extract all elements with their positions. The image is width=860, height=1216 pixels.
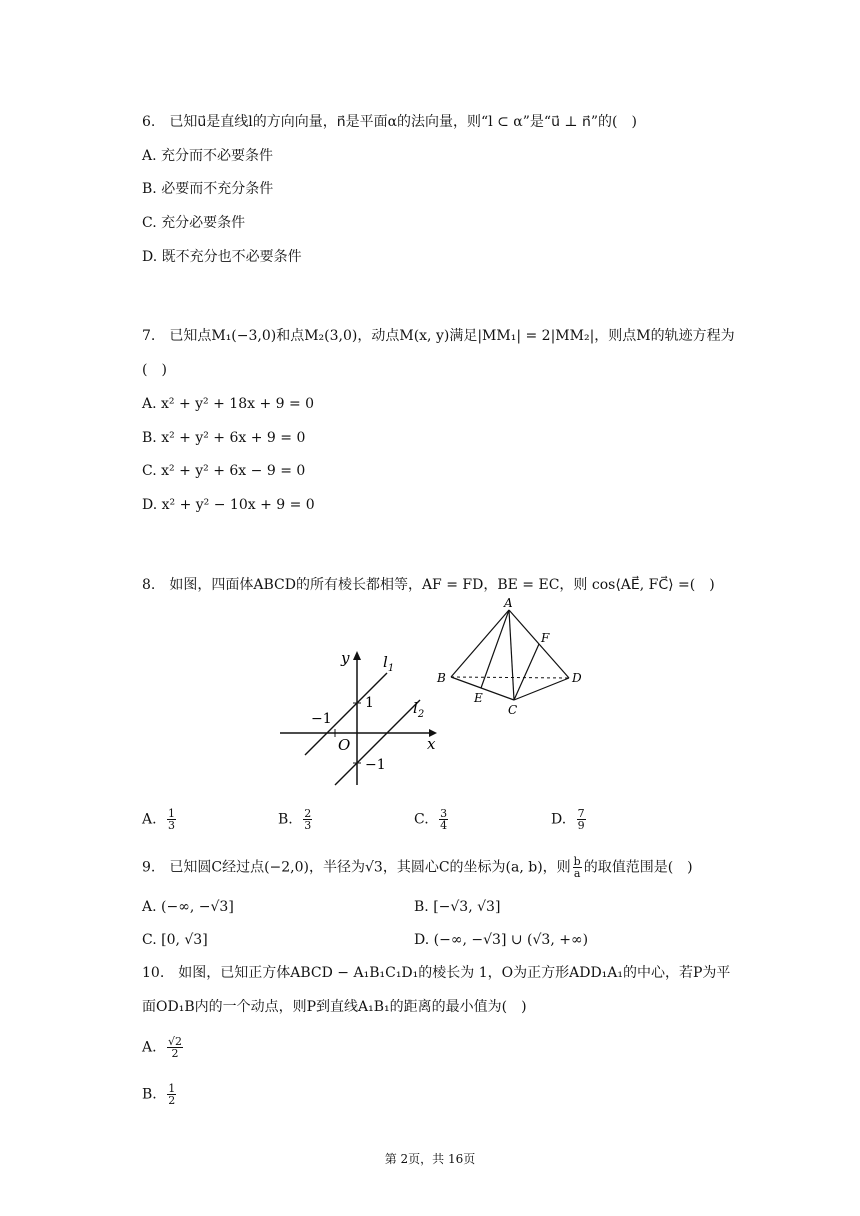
q8-stem: 8. 如图，四面体ABCD的所有棱长都相等，AF = FD，BE = EC，则 cos⟨AE⃗, FC⃗⟩ =( ) <box>142 577 715 593</box>
page-footer: 第 2页，共 16页 <box>384 1152 476 1166</box>
q6-option-a: A. 充分而不必要条件 <box>142 148 274 164</box>
q7-stem: 7. 已知点M₁(−3,0)和点M₂(3,0)，动点M(x, y)满足|MM₁| = 2|MM₂|，则点M的轨迹方程为 <box>142 328 735 344</box>
q8-option-b: B. $\frac{2}{3}$ <box>278 807 312 832</box>
origin-label: O <box>338 736 351 754</box>
q9-stem: 9. 已知圆C经过点(−2,0)，半径为√3，其圆心C的坐标为(a, b)，则 $\frac{b}{a}$ 的取值范围是( ) <box>142 855 693 880</box>
vertex-c: C <box>508 703 518 717</box>
q7-stem-cont: ( ) <box>142 362 167 378</box>
point-e: E <box>474 691 483 705</box>
tick-label-neg1-y: −1 <box>365 757 386 773</box>
q9-option-a: A. (−∞, −√3] <box>142 899 234 915</box>
q10-option-a: A. $\frac{√2}{2}$ <box>142 1035 183 1060</box>
q10-option-b: B. $\frac{1}{2}$ <box>142 1082 176 1107</box>
tetrahedron-figure <box>433 598 593 718</box>
q6-option-d: D. 既不充分也不必要条件 <box>142 249 302 265</box>
vertex-d: D <box>572 671 582 685</box>
y-axis-label: y <box>341 649 350 667</box>
x-axis-label: x <box>427 735 436 753</box>
q7-option-a: A. x² + y² + 18x + 9 = 0 <box>142 396 315 412</box>
q8-option-d: D. $\frac{7}{9}$ <box>551 807 585 832</box>
q9-option-b: B. [−√3, √3] <box>414 899 501 915</box>
q6-option-b: B. 必要而不充分条件 <box>142 181 274 197</box>
q8-option-c: C. $\frac{3}{4}$ <box>414 807 448 832</box>
tick-label-1: 1 <box>365 695 374 711</box>
q10-stem: 10. 如图，已知正方体ABCD − A₁B₁C₁D₁的棱长为 1，O为正方形ADD₁A₁的中心，若P为平 <box>142 965 731 981</box>
q8-option-a: A. $\frac{1}{3}$ <box>142 807 176 832</box>
q9-option-c: C. [0, √3] <box>142 932 208 948</box>
vertex-a: A <box>504 598 513 610</box>
l2-label: $l_2$ <box>413 699 425 720</box>
point-f: F <box>541 631 550 645</box>
q7-option-b: B. x² + y² + 6x + 9 = 0 <box>142 430 306 446</box>
q7-option-d: D. x² + y² − 10x + 9 = 0 <box>142 497 315 513</box>
q6-option-c: C. 充分必要条件 <box>142 215 246 231</box>
y-axis-arrow <box>353 651 361 660</box>
vertex-b: B <box>437 671 446 685</box>
q10-stem-cont: 面OD₁B内的一个动点，则P到直线A₁B₁的距离的最小值为( ) <box>142 999 527 1015</box>
q9-option-d: D. (−∞, −√3] ∪ (√3, +∞) <box>414 932 589 948</box>
tick-label-neg1-x: −1 <box>311 711 332 727</box>
q6-stem: 6. 已知u⃗是直线l的方向向量，n⃗是平面α的法向量，则“l ⊂ α”是“u⃗ ⊥ n⃗”的( ) <box>142 114 637 130</box>
l1-label: $l_1$ <box>383 653 395 674</box>
axes-figure <box>275 645 455 795</box>
q7-option-c: C. x² + y² + 6x − 9 = 0 <box>142 463 306 479</box>
